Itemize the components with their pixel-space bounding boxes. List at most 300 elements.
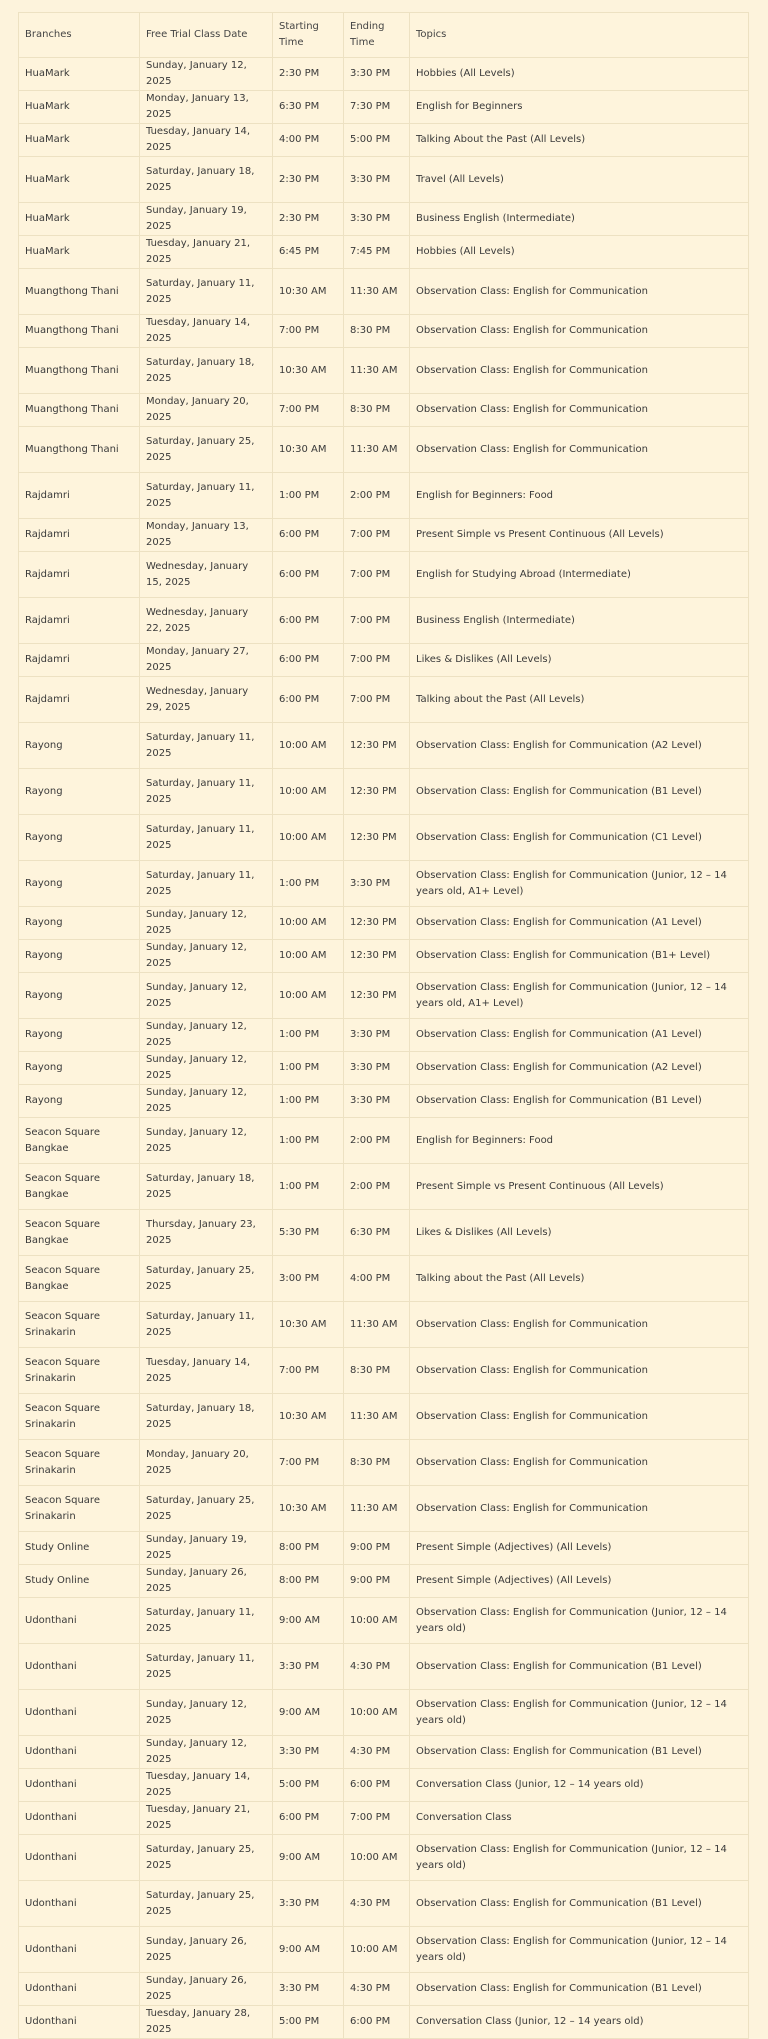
end-time-cell: 10:00 AM: [344, 1927, 410, 1973]
date-cell: Saturday, January 18, 2025: [140, 1164, 273, 1210]
end-time-cell: 8:30 PM: [344, 1348, 410, 1394]
start-time-cell: 6:00 PM: [273, 519, 344, 552]
end-time-cell: 4:30 PM: [344, 1644, 410, 1690]
topic-cell: Observation Class: English for Communication (B1 Level): [410, 1973, 749, 2006]
branch-cell: Udonthani: [19, 1835, 140, 1881]
date-cell: Saturday, January 11, 2025: [140, 723, 273, 769]
date-cell: Tuesday, January 14, 2025: [140, 1348, 273, 1394]
date-cell: Tuesday, January 14, 2025: [140, 1769, 273, 1802]
table-row: [19, 1440, 749, 1486]
branch-cell: HuaMark: [19, 58, 140, 91]
start-time-cell: 1:00 PM: [273, 1164, 344, 1210]
end-time-cell: 11:30 AM: [344, 348, 410, 394]
topic-cell: Business English (Intermediate): [410, 598, 749, 644]
topic-cell: Talking about the Past (All Levels): [410, 677, 749, 723]
start-time-cell: 7:00 PM: [273, 1440, 344, 1486]
start-time-cell: 10:30 AM: [273, 1394, 344, 1440]
start-time-cell: 6:00 PM: [273, 598, 344, 644]
branch-cell: Rayong: [19, 723, 140, 769]
end-time-cell: 8:30 PM: [344, 394, 410, 427]
end-time-cell: 9:00 PM: [344, 1532, 410, 1565]
topic-cell: Present Simple (Adjectives) (All Levels): [410, 1565, 749, 1598]
branch-cell: Seacon Square Bangkae: [19, 1118, 140, 1164]
end-time-cell: 11:30 AM: [344, 1394, 410, 1440]
date-cell: Sunday, January 26, 2025: [140, 1927, 273, 1973]
table-row: [19, 91, 749, 124]
branch-cell: Rayong: [19, 973, 140, 1019]
topic-cell: Observation Class: English for Communication (A2 Level): [410, 723, 749, 769]
start-time-cell: 6:00 PM: [273, 552, 344, 598]
table-row: [19, 1802, 749, 1835]
topic-cell: Observation Class: English for Communication: [410, 1302, 749, 1348]
table-row: [19, 973, 749, 1019]
table-row: [19, 1256, 749, 1302]
branch-cell: Rayong: [19, 1019, 140, 1052]
table-row: [19, 677, 749, 723]
start-time-cell: 2:30 PM: [273, 58, 344, 91]
start-time-cell: 10:00 AM: [273, 815, 344, 861]
branch-cell: Seacon Square Bangkae: [19, 1256, 140, 1302]
branch-cell: Udonthani: [19, 1736, 140, 1769]
topic-cell: Observation Class: English for Communication (A1 Level): [410, 907, 749, 940]
date-cell: Thursday, January 23, 2025: [140, 1210, 273, 1256]
end-time-cell: 7:00 PM: [344, 677, 410, 723]
start-time-cell: 10:30 AM: [273, 427, 344, 473]
table-row: [19, 1164, 749, 1210]
table-row: [19, 394, 749, 427]
branch-cell: HuaMark: [19, 203, 140, 236]
table-row: [19, 1052, 749, 1085]
end-time-cell: 6:00 PM: [344, 1769, 410, 1802]
end-time-cell: 9:00 PM: [344, 1565, 410, 1598]
branch-cell: Rayong: [19, 815, 140, 861]
branch-cell: Seacon Square Bangkae: [19, 1164, 140, 1210]
table-row: [19, 1598, 749, 1644]
table-row: [19, 598, 749, 644]
branch-cell: HuaMark: [19, 157, 140, 203]
header-branches: Branches: [19, 13, 140, 58]
topic-cell: Observation Class: English for Communication (A2 Level): [410, 1052, 749, 1085]
topic-cell: English for Beginners: [410, 91, 749, 124]
table-row: [19, 1302, 749, 1348]
topic-cell: Observation Class: English for Communication: [410, 1348, 749, 1394]
end-time-cell: 10:00 AM: [344, 1835, 410, 1881]
topic-cell: Observation Class: English for Communication (B1 Level): [410, 769, 749, 815]
end-time-cell: 11:30 AM: [344, 427, 410, 473]
date-cell: Monday, January 13, 2025: [140, 519, 273, 552]
topic-cell: Observation Class: English for Communication (Junior, 12 – 14 years old): [410, 1835, 749, 1881]
start-time-cell: 1:00 PM: [273, 1118, 344, 1164]
table-row: [19, 58, 749, 91]
end-time-cell: 4:00 PM: [344, 1256, 410, 1302]
branch-cell: Muangthong Thani: [19, 348, 140, 394]
branch-cell: Rayong: [19, 1085, 140, 1118]
table-row: [19, 1085, 749, 1118]
date-cell: Saturday, January 25, 2025: [140, 1881, 273, 1927]
topic-cell: Observation Class: English for Communication (C1 Level): [410, 815, 749, 861]
table-row: [19, 861, 749, 907]
date-cell: Saturday, January 18, 2025: [140, 348, 273, 394]
start-time-cell: 2:30 PM: [273, 157, 344, 203]
end-time-cell: 7:00 PM: [344, 598, 410, 644]
start-time-cell: 5:30 PM: [273, 1210, 344, 1256]
topic-cell: Conversation Class: [410, 1802, 749, 1835]
topic-cell: Observation Class: English for Communication: [410, 1394, 749, 1440]
end-time-cell: 7:00 PM: [344, 644, 410, 677]
branch-cell: Udonthani: [19, 1769, 140, 1802]
table-row: [19, 315, 749, 348]
start-time-cell: 3:30 PM: [273, 1736, 344, 1769]
branch-cell: Seacon Square Srinakarin: [19, 1302, 140, 1348]
table-row: [19, 1835, 749, 1881]
date-cell: Sunday, January 12, 2025: [140, 1690, 273, 1736]
end-time-cell: 8:30 PM: [344, 315, 410, 348]
table-row: [19, 1736, 749, 1769]
end-time-cell: 12:30 PM: [344, 815, 410, 861]
end-time-cell: 7:00 PM: [344, 552, 410, 598]
date-cell: Tuesday, January 28, 2025: [140, 2006, 273, 2039]
start-time-cell: 9:00 AM: [273, 1690, 344, 1736]
end-time-cell: 6:30 PM: [344, 1210, 410, 1256]
start-time-cell: 8:00 PM: [273, 1565, 344, 1598]
end-time-cell: 3:30 PM: [344, 58, 410, 91]
branch-cell: Rayong: [19, 1052, 140, 1085]
topic-cell: English for Beginners: Food: [410, 473, 749, 519]
branch-cell: Rayong: [19, 769, 140, 815]
date-cell: Saturday, January 18, 2025: [140, 1394, 273, 1440]
start-time-cell: 7:00 PM: [273, 1348, 344, 1394]
start-time-cell: 2:30 PM: [273, 203, 344, 236]
end-time-cell: 7:00 PM: [344, 1802, 410, 1835]
end-time-cell: 10:00 AM: [344, 1598, 410, 1644]
table-row: [19, 723, 749, 769]
table-row: [19, 473, 749, 519]
start-time-cell: 5:00 PM: [273, 2006, 344, 2039]
branch-cell: Muangthong Thani: [19, 269, 140, 315]
end-time-cell: 4:30 PM: [344, 1881, 410, 1927]
date-cell: Saturday, January 11, 2025: [140, 1302, 273, 1348]
start-time-cell: 6:00 PM: [273, 644, 344, 677]
end-time-cell: 12:30 PM: [344, 723, 410, 769]
branch-cell: Seacon Square Srinakarin: [19, 1348, 140, 1394]
date-cell: Sunday, January 12, 2025: [140, 1118, 273, 1164]
table-row: [19, 815, 749, 861]
date-cell: Tuesday, January 21, 2025: [140, 236, 273, 269]
table-row: [19, 1394, 749, 1440]
topic-cell: Talking About the Past (All Levels): [410, 124, 749, 157]
topic-cell: Present Simple vs Present Continuous (All Levels): [410, 1164, 749, 1210]
end-time-cell: 12:30 PM: [344, 940, 410, 973]
topic-cell: Observation Class: English for Communication (Junior, 12 – 14 years old, A1+ Level): [410, 861, 749, 907]
branch-cell: Udonthani: [19, 1644, 140, 1690]
date-cell: Saturday, January 11, 2025: [140, 269, 273, 315]
branch-cell: Rajdamri: [19, 598, 140, 644]
start-time-cell: 3:30 PM: [273, 1881, 344, 1927]
topic-cell: Observation Class: English for Communication (A1 Level): [410, 1019, 749, 1052]
branch-cell: Study Online: [19, 1532, 140, 1565]
start-time-cell: 3:30 PM: [273, 1973, 344, 2006]
date-cell: Sunday, January 12, 2025: [140, 58, 273, 91]
start-time-cell: 10:00 AM: [273, 723, 344, 769]
table-row: [19, 427, 749, 473]
end-time-cell: 7:45 PM: [344, 236, 410, 269]
end-time-cell: 8:30 PM: [344, 1440, 410, 1486]
date-cell: Monday, January 13, 2025: [140, 91, 273, 124]
topic-cell: Present Simple (Adjectives) (All Levels): [410, 1532, 749, 1565]
topic-cell: Observation Class: English for Communication (Junior, 12 – 14 years old, A1+ Level): [410, 973, 749, 1019]
end-time-cell: 10:00 AM: [344, 1690, 410, 1736]
start-time-cell: 10:00 AM: [273, 940, 344, 973]
topic-cell: English for Beginners: Food: [410, 1118, 749, 1164]
branch-cell: Rajdamri: [19, 473, 140, 519]
end-time-cell: 4:30 PM: [344, 1973, 410, 2006]
branch-cell: Rayong: [19, 861, 140, 907]
table-row: [19, 1769, 749, 1802]
branch-cell: Seacon Square Bangkae: [19, 1210, 140, 1256]
table-row: [19, 1565, 749, 1598]
table-row: [19, 1927, 749, 1973]
date-cell: Saturday, January 11, 2025: [140, 1598, 273, 1644]
table-row: [19, 236, 749, 269]
topic-cell: Observation Class: English for Communication: [410, 427, 749, 473]
start-time-cell: 9:00 AM: [273, 1927, 344, 1973]
branch-cell: Rajdamri: [19, 677, 140, 723]
date-cell: Monday, January 20, 2025: [140, 1440, 273, 1486]
table-row: [19, 269, 749, 315]
topic-cell: Observation Class: English for Communication (B1 Level): [410, 1736, 749, 1769]
date-cell: Wednesday, January 22, 2025: [140, 598, 273, 644]
table-row: [19, 1644, 749, 1690]
free-trial-schedule-table: [18, 12, 749, 2039]
topic-cell: Observation Class: English for Communication: [410, 1440, 749, 1486]
date-cell: Saturday, January 11, 2025: [140, 815, 273, 861]
topic-cell: Observation Class: English for Communication: [410, 315, 749, 348]
topic-cell: Present Simple vs Present Continuous (All Levels): [410, 519, 749, 552]
branch-cell: Rayong: [19, 907, 140, 940]
topic-cell: Observation Class: English for Communication: [410, 394, 749, 427]
table-row: [19, 348, 749, 394]
end-time-cell: 5:00 PM: [344, 124, 410, 157]
branch-cell: Rajdamri: [19, 519, 140, 552]
branch-cell: Udonthani: [19, 2006, 140, 2039]
branch-cell: Seacon Square Srinakarin: [19, 1394, 140, 1440]
date-cell: Monday, January 27, 2025: [140, 644, 273, 677]
topic-cell: Likes & Dislikes (All Levels): [410, 1210, 749, 1256]
branch-cell: Study Online: [19, 1565, 140, 1598]
end-time-cell: 6:00 PM: [344, 2006, 410, 2039]
end-time-cell: 4:30 PM: [344, 1736, 410, 1769]
branch-cell: Udonthani: [19, 1598, 140, 1644]
branch-cell: Udonthani: [19, 1881, 140, 1927]
date-cell: Saturday, January 11, 2025: [140, 1644, 273, 1690]
date-cell: Sunday, January 12, 2025: [140, 1736, 273, 1769]
header-topics: Topics: [410, 13, 749, 58]
date-cell: Tuesday, January 21, 2025: [140, 1802, 273, 1835]
header-starting-time: Starting Time: [273, 13, 344, 58]
topic-cell: Observation Class: English for Communication (Junior, 12 – 14 years old): [410, 1598, 749, 1644]
date-cell: Sunday, January 12, 2025: [140, 973, 273, 1019]
topic-cell: Conversation Class (Junior, 12 – 14 years old): [410, 1769, 749, 1802]
start-time-cell: 6:45 PM: [273, 236, 344, 269]
end-time-cell: 11:30 AM: [344, 269, 410, 315]
start-time-cell: 10:30 AM: [273, 1302, 344, 1348]
end-time-cell: 7:30 PM: [344, 91, 410, 124]
end-time-cell: 2:00 PM: [344, 473, 410, 519]
table-row: [19, 907, 749, 940]
table-row: [19, 552, 749, 598]
start-time-cell: 6:00 PM: [273, 1802, 344, 1835]
start-time-cell: 10:30 AM: [273, 1486, 344, 1532]
table-row: [19, 1881, 749, 1927]
topic-cell: Observation Class: English for Communication (B1 Level): [410, 1644, 749, 1690]
end-time-cell: 12:30 PM: [344, 973, 410, 1019]
branch-cell: HuaMark: [19, 91, 140, 124]
branch-cell: Rayong: [19, 940, 140, 973]
table-row: [19, 157, 749, 203]
start-time-cell: 1:00 PM: [273, 1019, 344, 1052]
table-row: [19, 1348, 749, 1394]
topic-cell: Hobbies (All Levels): [410, 236, 749, 269]
end-time-cell: 3:30 PM: [344, 157, 410, 203]
topic-cell: Likes & Dislikes (All Levels): [410, 644, 749, 677]
topic-cell: Observation Class: English for Communication (B1+ Level): [410, 940, 749, 973]
start-time-cell: 8:00 PM: [273, 1532, 344, 1565]
start-time-cell: 1:00 PM: [273, 473, 344, 519]
start-time-cell: 5:00 PM: [273, 1769, 344, 1802]
start-time-cell: 6:30 PM: [273, 91, 344, 124]
branch-cell: Udonthani: [19, 1973, 140, 2006]
date-cell: Sunday, January 19, 2025: [140, 203, 273, 236]
branch-cell: Muangthong Thani: [19, 394, 140, 427]
branch-cell: Udonthani: [19, 1927, 140, 1973]
table-row: [19, 769, 749, 815]
start-time-cell: 1:00 PM: [273, 861, 344, 907]
header-ending-time: Ending Time: [344, 13, 410, 58]
end-time-cell: 12:30 PM: [344, 907, 410, 940]
table-row: [19, 203, 749, 236]
end-time-cell: 11:30 AM: [344, 1302, 410, 1348]
table-row: [19, 1486, 749, 1532]
end-time-cell: 7:00 PM: [344, 519, 410, 552]
table-row: [19, 1118, 749, 1164]
table-row: [19, 519, 749, 552]
date-cell: Tuesday, January 14, 2025: [140, 124, 273, 157]
end-time-cell: 3:30 PM: [344, 1052, 410, 1085]
topic-cell: Business English (Intermediate): [410, 203, 749, 236]
date-cell: Wednesday, January 29, 2025: [140, 677, 273, 723]
table-row: [19, 2006, 749, 2039]
topic-cell: Observation Class: English for Communication: [410, 269, 749, 315]
table-row: [19, 1690, 749, 1736]
branch-cell: Udonthani: [19, 1690, 140, 1736]
date-cell: Sunday, January 12, 2025: [140, 1085, 273, 1118]
start-time-cell: 10:30 AM: [273, 348, 344, 394]
branch-cell: Rajdamri: [19, 552, 140, 598]
branch-cell: Seacon Square Srinakarin: [19, 1486, 140, 1532]
topic-cell: Observation Class: English for Communication (B1 Level): [410, 1085, 749, 1118]
table-row: [19, 644, 749, 677]
end-time-cell: 12:30 PM: [344, 769, 410, 815]
topic-cell: Observation Class: English for Communication: [410, 1486, 749, 1532]
date-cell: Saturday, January 25, 2025: [140, 1835, 273, 1881]
branch-cell: HuaMark: [19, 124, 140, 157]
date-cell: Saturday, January 11, 2025: [140, 473, 273, 519]
topic-cell: Observation Class: English for Communication: [410, 348, 749, 394]
date-cell: Tuesday, January 14, 2025: [140, 315, 273, 348]
start-time-cell: 10:00 AM: [273, 973, 344, 1019]
date-cell: Sunday, January 12, 2025: [140, 940, 273, 973]
topic-cell: Observation Class: English for Communication (Junior, 12 – 14 years old): [410, 1927, 749, 1973]
topic-cell: Talking about the Past (All Levels): [410, 1256, 749, 1302]
date-cell: Sunday, January 12, 2025: [140, 907, 273, 940]
date-cell: Monday, January 20, 2025: [140, 394, 273, 427]
topic-cell: Travel (All Levels): [410, 157, 749, 203]
topic-cell: Observation Class: English for Communication (Junior, 12 – 14 years old): [410, 1690, 749, 1736]
end-time-cell: 2:00 PM: [344, 1164, 410, 1210]
date-cell: Saturday, January 18, 2025: [140, 157, 273, 203]
start-time-cell: 1:00 PM: [273, 1052, 344, 1085]
date-cell: Sunday, January 26, 2025: [140, 1565, 273, 1598]
start-time-cell: 3:30 PM: [273, 1644, 344, 1690]
table-row: [19, 1019, 749, 1052]
topic-cell: Observation Class: English for Communication (B1 Level): [410, 1881, 749, 1927]
start-time-cell: 1:00 PM: [273, 1085, 344, 1118]
start-time-cell: 10:00 AM: [273, 907, 344, 940]
end-time-cell: 11:30 AM: [344, 1486, 410, 1532]
start-time-cell: 7:00 PM: [273, 315, 344, 348]
topic-cell: Hobbies (All Levels): [410, 58, 749, 91]
date-cell: Saturday, January 25, 2025: [140, 1256, 273, 1302]
date-cell: Saturday, January 11, 2025: [140, 861, 273, 907]
start-time-cell: 3:00 PM: [273, 1256, 344, 1302]
date-cell: Saturday, January 11, 2025: [140, 769, 273, 815]
branch-cell: Rajdamri: [19, 644, 140, 677]
end-time-cell: 3:30 PM: [344, 861, 410, 907]
table-row: [19, 1532, 749, 1565]
date-cell: Sunday, January 19, 2025: [140, 1532, 273, 1565]
table-row: [19, 1210, 749, 1256]
branch-cell: Seacon Square Srinakarin: [19, 1440, 140, 1486]
start-time-cell: 10:00 AM: [273, 769, 344, 815]
end-time-cell: 3:30 PM: [344, 1085, 410, 1118]
date-cell: Wednesday, January 15, 2025: [140, 552, 273, 598]
schedule-table-container: [18, 12, 748, 2039]
date-cell: Saturday, January 25, 2025: [140, 427, 273, 473]
branch-cell: Udonthani: [19, 1802, 140, 1835]
topic-cell: Conversation Class (Junior, 12 – 14 years old): [410, 2006, 749, 2039]
start-time-cell: 7:00 PM: [273, 394, 344, 427]
start-time-cell: 10:30 AM: [273, 269, 344, 315]
date-cell: Sunday, January 12, 2025: [140, 1019, 273, 1052]
branch-cell: Muangthong Thani: [19, 315, 140, 348]
start-time-cell: 6:00 PM: [273, 677, 344, 723]
table-row: [19, 124, 749, 157]
end-time-cell: 3:30 PM: [344, 1019, 410, 1052]
table-body: [19, 58, 749, 2039]
branch-cell: Muangthong Thani: [19, 427, 140, 473]
end-time-cell: 2:00 PM: [344, 1118, 410, 1164]
branch-cell: HuaMark: [19, 236, 140, 269]
start-time-cell: 4:00 PM: [273, 124, 344, 157]
table-header-row: [19, 13, 749, 58]
start-time-cell: 9:00 AM: [273, 1598, 344, 1644]
date-cell: Saturday, January 25, 2025: [140, 1486, 273, 1532]
date-cell: Sunday, January 26, 2025: [140, 1973, 273, 2006]
date-cell: Sunday, January 12, 2025: [140, 1052, 273, 1085]
table-row: [19, 940, 749, 973]
table-row: [19, 1973, 749, 2006]
header-trial-date: Free Trial Class Date: [140, 13, 273, 58]
